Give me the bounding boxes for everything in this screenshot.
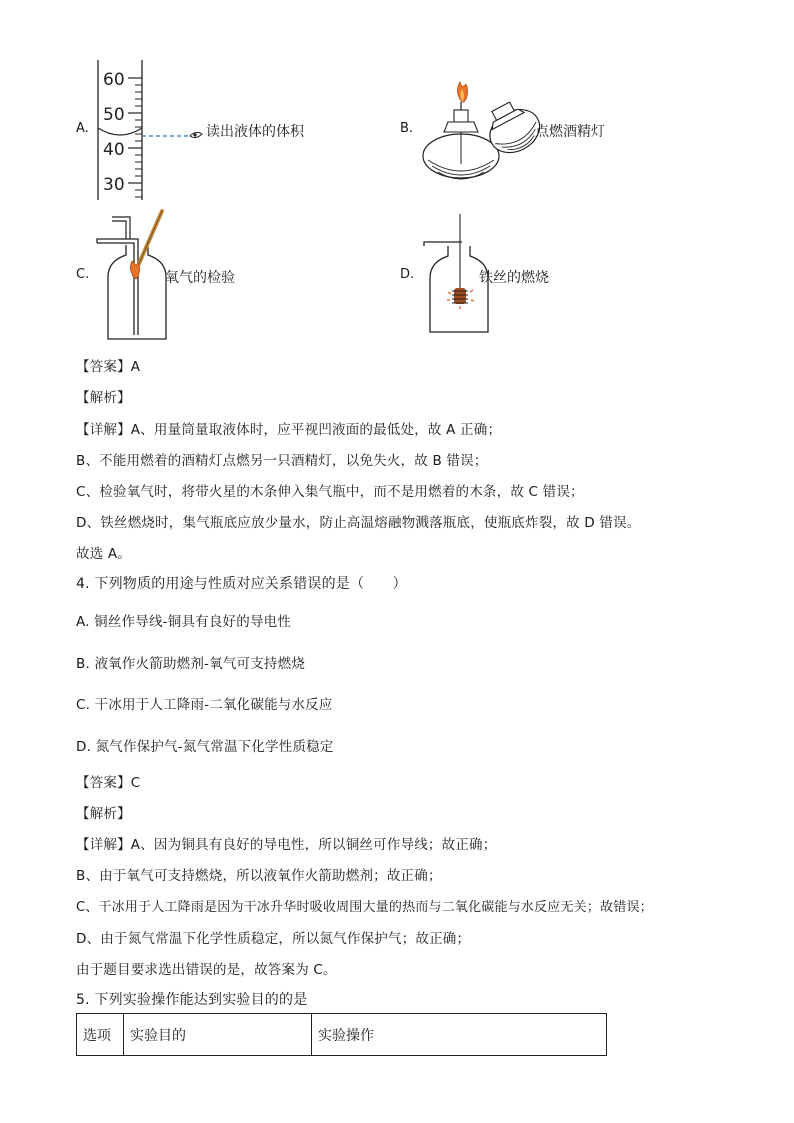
q4-conclusion: 由于题目要求选出错误的是，故答案为 C。 <box>76 962 337 978</box>
q3-analysis-heading: 【解析】 <box>76 390 131 406</box>
q4-answer: 【答案】C <box>76 775 141 791</box>
q4-detail-line: D、由于氮气常温下化学性质稳定，所以氮气作保护气；故正确； <box>76 931 471 947</box>
table-header-purpose: 实验目的 <box>124 1014 312 1056</box>
figure-a-caption: 读出液体的体积 <box>206 124 304 140</box>
table-header-option: 选项 <box>77 1014 124 1056</box>
q4-option-b: B. 液氧作火箭助燃剂-氧气可支持燃烧 <box>76 656 306 672</box>
q4-stem: 4. 下列物质的用途与性质对应关系错误的是（ ） <box>76 576 407 592</box>
q4-option-a: A. 铜丝作导线-铜具有良好的导电性 <box>76 614 292 630</box>
figure-c-caption: 氧气的检验 <box>165 270 235 286</box>
q5-stem: 5. 下列实验操作能达到实验目的的是 <box>76 992 308 1008</box>
figure-b-caption: 点燃酒精灯 <box>535 124 605 140</box>
table-header-operation: 实验操作 <box>312 1014 607 1056</box>
option-b-letter: B. <box>400 121 414 136</box>
option-a-letter: A. <box>76 121 89 136</box>
tick-label-50: 50 <box>103 105 125 125</box>
alcohol-lamp-diagram <box>418 74 543 186</box>
tick-label-40: 40 <box>103 140 125 160</box>
tick-label-30: 30 <box>103 175 125 195</box>
gas-bottle-with-splint-diagram <box>94 205 174 345</box>
q4-detail-line: 【详解】A、因为铜具有良好的导电性，所以铜丝可作导线；故正确； <box>76 837 497 853</box>
graduated-cylinder-diagram <box>90 58 210 203</box>
q3-detail-line: C、检验氧气时，将带火星的木条伸入集气瓶中，而不是用燃着的木条，故 C 错误； <box>76 484 584 500</box>
q3-conclusion: 故选 A。 <box>76 546 132 562</box>
q3-detail-line: D、铁丝燃烧时，集气瓶底应放少量水，防止高温熔融物溅落瓶底，使瓶底炸裂，故 D 错误。 <box>76 515 641 531</box>
option-d-letter: D. <box>400 267 415 282</box>
experiment-table <box>76 1013 607 1056</box>
figure-d-caption: 铁丝的燃烧 <box>479 270 549 286</box>
q3-answer: 【答案】A <box>76 359 141 375</box>
q4-detail-line: B、由于氧气可支持燃烧，所以液氧作火箭助燃剂；故正确； <box>76 868 442 884</box>
option-c-letter: C. <box>76 267 90 282</box>
q3-detail-line: B、不能用燃着的酒精灯点燃另一只酒精灯，以免失火，故 B 错误； <box>76 453 488 469</box>
q3-detail-line: 【详解】A、用量筒量取液体时，应平视凹液面的最低处，故 A 正确； <box>76 422 502 438</box>
q4-option-c: C. 干冰用于人工降雨-二氧化碳能与水反应 <box>76 697 333 713</box>
q4-detail-line: C、干冰用于人工降雨是因为干冰升华时吸收周围大量的热而与二氧化碳能与水反应无关；故错误； <box>76 900 653 915</box>
tick-label-60: 60 <box>103 70 125 90</box>
table-header-row <box>77 1014 607 1056</box>
q4-analysis-heading: 【解析】 <box>76 806 131 822</box>
q4-option-d: D. 氮气作保护气-氮气常温下化学性质稳定 <box>76 739 334 755</box>
